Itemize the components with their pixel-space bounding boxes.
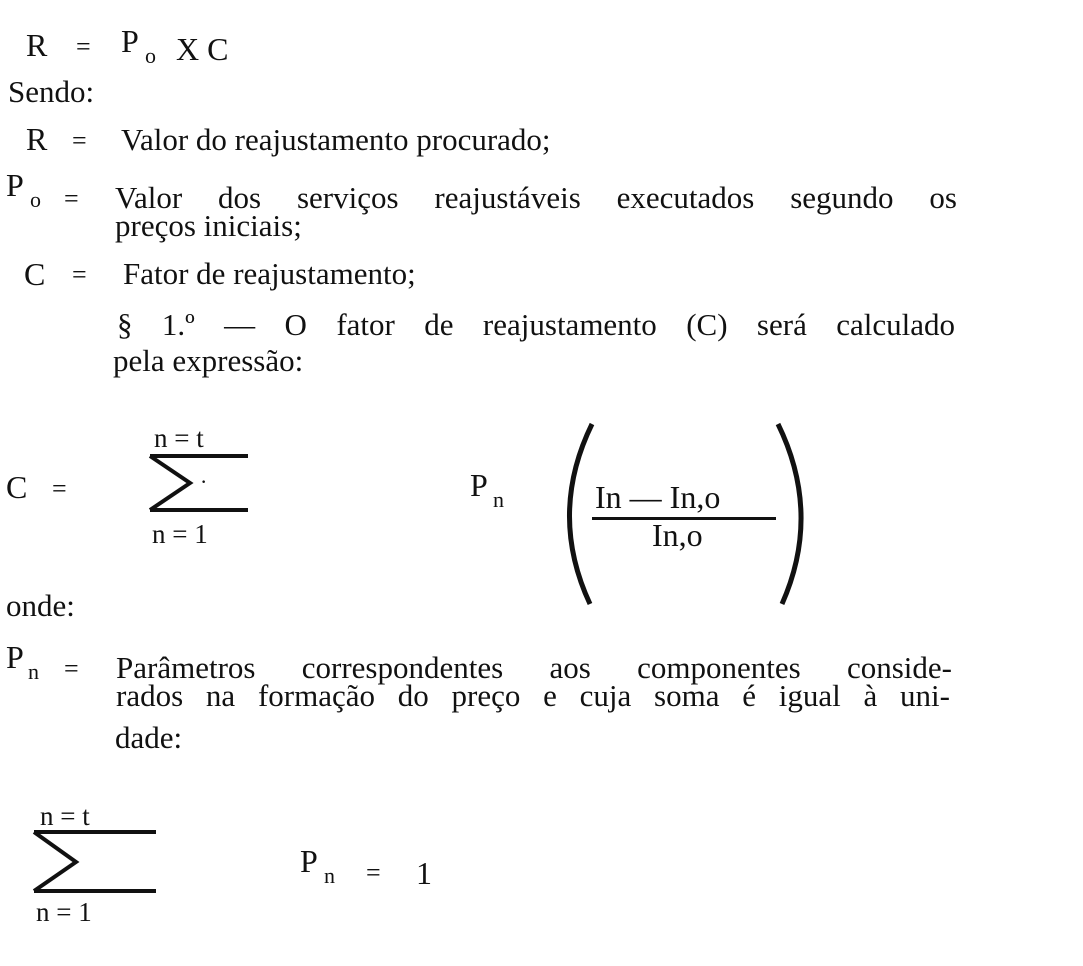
formula-3-equals: = <box>366 858 381 887</box>
definition-po-symbol-sub: o <box>30 187 41 212</box>
formula-1-p: P <box>121 23 139 59</box>
definition-pn-line-2: rados na formação do preço e cuja soma é igual à uni- <box>116 678 950 713</box>
formula-3-sum-upper: n = t <box>40 801 90 831</box>
formula-2-sum-upper: n = t <box>154 423 204 453</box>
formula-3-sum-icon <box>30 826 160 896</box>
formula-2-lhs: C <box>6 469 28 505</box>
definition-r-symbol: R <box>26 121 48 157</box>
formula-2-left-paren-icon <box>540 420 600 608</box>
definition-po-text-line-1: Valor dos serviços reajustáveis executados segundo os <box>115 180 957 215</box>
formula-3-rhs: 1 <box>416 855 432 891</box>
formula-3-sum-lower: n = 1 <box>36 897 92 927</box>
formula-2-sum-icon <box>146 448 252 518</box>
definition-c-symbol: C <box>24 256 46 292</box>
paragraph-line-1: § 1.º — O fator de reajustamento (C) será calculado <box>117 307 955 342</box>
definition-pn-symbol-sub: n <box>28 659 39 684</box>
definition-pn-symbol: P <box>6 639 24 675</box>
paragraph-line-2: pela expressão: <box>113 343 304 378</box>
formula-3-p-sub: n <box>324 863 335 888</box>
definition-po-equals: = <box>64 184 79 213</box>
definition-pn-line-1: Parâmetros correspondentes aos componentes conside- <box>116 650 952 685</box>
formula-1-rest: X C <box>176 31 229 67</box>
definition-r-equals: = <box>72 126 87 155</box>
definition-po-symbol: P <box>6 167 24 203</box>
formula-2-equals: = <box>52 474 67 503</box>
formula-1-p-sub: o <box>145 43 156 68</box>
formula-2-sum-dot: · <box>200 469 208 494</box>
formula-2-right-paren-icon <box>768 420 828 608</box>
sendo-label: Sendo: <box>8 74 95 109</box>
onde-label: onde: <box>6 588 75 623</box>
definition-pn-equals: = <box>64 654 79 683</box>
formula-2-numerator: In — In,o <box>595 479 721 515</box>
formula-1-lhs: R <box>26 27 48 63</box>
definition-po-text-line-2: preços iniciais; <box>115 208 302 243</box>
definition-c-text: Fator de reajustamento; <box>123 256 416 291</box>
formula-2-denominator: In,o <box>652 517 703 553</box>
formula-3-p: P <box>300 843 318 879</box>
definition-c-equals: = <box>72 260 87 289</box>
formula-2-sum-lower: n = 1 <box>152 519 208 549</box>
formula-1-equals: = <box>76 32 91 61</box>
formula-2-p: P <box>470 467 488 503</box>
definition-r-text: Valor do reajustamento procurado; <box>121 122 551 157</box>
definition-pn-line-3: dade: <box>115 720 183 755</box>
formula-2-p-sub: n <box>493 487 504 512</box>
